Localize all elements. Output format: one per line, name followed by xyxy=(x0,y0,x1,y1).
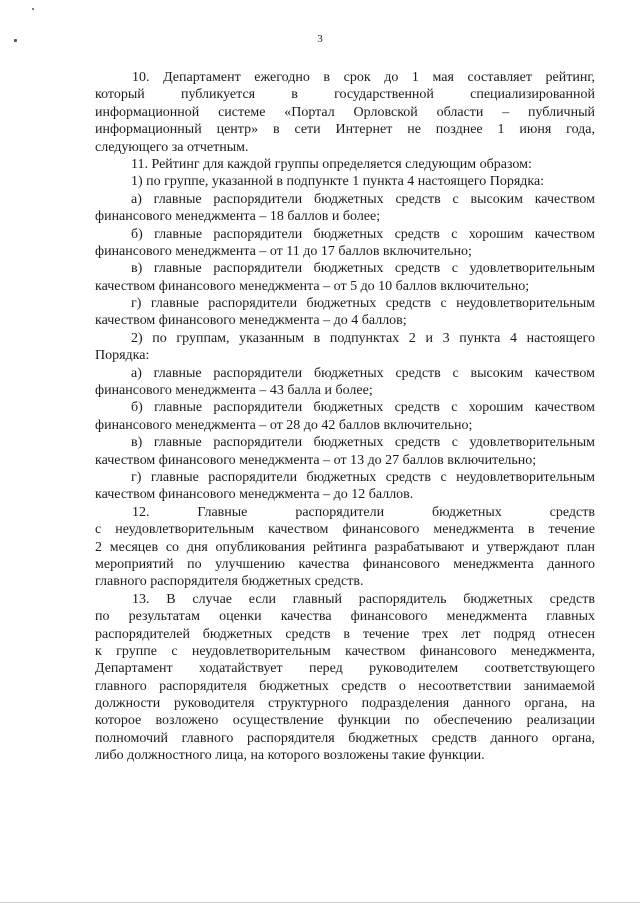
text-line: следующего за отчетным. xyxy=(95,139,249,155)
text-line: 2 месяцев со дня опубликования рейтинга разрабатывают и утверждают план xyxy=(95,539,595,555)
text-line: а) главные распорядители бюджетных средств с высоким качеством xyxy=(131,365,595,381)
text-line: г) главные распорядители бюджетных средств с неудовлетворительным xyxy=(131,469,595,485)
text-line: 12. Главные распорядители бюджетных средств xyxy=(132,504,595,520)
scan-speck xyxy=(32,8,34,10)
text-line: главного распорядителя бюджетных средств. xyxy=(95,574,364,590)
text-line: либо должностного лица, на которого возложены такие функции. xyxy=(95,748,485,764)
text-line: распорядителей бюджетных средств в течение трех лет подряд отнесен xyxy=(95,626,595,642)
text-line: в) главные распорядители бюджетных средств с удовлетворительным xyxy=(131,435,595,451)
text-line: информационной системе «Портал Орловской области – публичный xyxy=(95,104,595,120)
text-line: б) главные распорядители бюджетных средств с хорошим качеством xyxy=(131,226,595,242)
text-line: качеством финансового менеджмента – до 4 баллов; xyxy=(95,313,407,329)
text-line: финансового менеджмента – 18 баллов и более; xyxy=(95,209,381,225)
text-line: финансового менеджмента – 43 балла и более; xyxy=(95,383,373,399)
text-line: Порядка: xyxy=(95,348,150,364)
text-line: качеством финансового менеджмента – от 5 до 10 баллов включительно; xyxy=(95,278,530,294)
text-line: с неудовлетворительным качеством финансового менеджмента в течение xyxy=(95,522,595,538)
text-line: 2) по группам, указанным в подпунктах 2 и 3 пункта 4 настоящего xyxy=(131,330,595,346)
text-line: 1) по группе, указанной в подпункте 1 пункта 4 настоящего Порядка: xyxy=(131,174,545,190)
text-line: качеством финансового менеджмента – до 12 баллов. xyxy=(95,487,414,503)
text-line: финансового менеджмента – от 28 до 42 баллов включительно; xyxy=(95,417,473,433)
text-line: к группе с неудовлетворительным качеством финансового менеджмента, xyxy=(95,643,595,659)
document-body xyxy=(95,69,595,765)
page-number: 3 xyxy=(317,33,323,45)
text-line: мероприятий по улучшению качества финансового менеджмента данного xyxy=(95,556,595,572)
text-line: полномочий главного распорядителя бюджетных средств данного органа, xyxy=(95,730,595,746)
text-line: 10. Департамент ежегодно в срок до 1 мая составляет рейтинг, xyxy=(132,70,595,85)
text-line: г) главные распорядители бюджетных средств с неудовлетворительным xyxy=(131,296,595,312)
text-line: по результатам оценки качества финансового менеджмента главных xyxy=(95,609,595,625)
text-line: который публикуется в государственной специализированной xyxy=(95,87,595,103)
text-line: в) главные распорядители бюджетных средств с удовлетворительным xyxy=(131,261,595,277)
text-line: б) главные распорядители бюджетных средств с хорошим качеством xyxy=(131,400,595,416)
text-line: качеством финансового менеджмента – от 13 до 27 баллов включительно; xyxy=(95,452,537,468)
text-line: должности руководителя структурного подразделения данного органа, на xyxy=(95,696,595,712)
text-line: которое возложено осуществление функции по обеспечению реализации xyxy=(95,713,595,729)
text-line: а) главные распорядители бюджетных средств с высоким качеством xyxy=(131,191,595,207)
text-line: главного распорядителя бюджетных средств о несоответствии занимаемой xyxy=(95,678,595,694)
text-line: 11. Рейтинг для каждой группы определяется следующим образом: xyxy=(131,156,532,172)
text-line: 13. В случае если главный распорядитель бюджетных средств xyxy=(132,591,595,607)
text-line: финансового менеджмента – от 11 до 17 баллов включительно; xyxy=(95,243,472,259)
text-line: Департамент ходатайствует перед руководителем соответствующего xyxy=(95,661,595,677)
text-line: информационный центр» в сети Интернет не позднее 1 июня года, xyxy=(95,122,595,138)
page-bottom-edge xyxy=(0,902,640,903)
